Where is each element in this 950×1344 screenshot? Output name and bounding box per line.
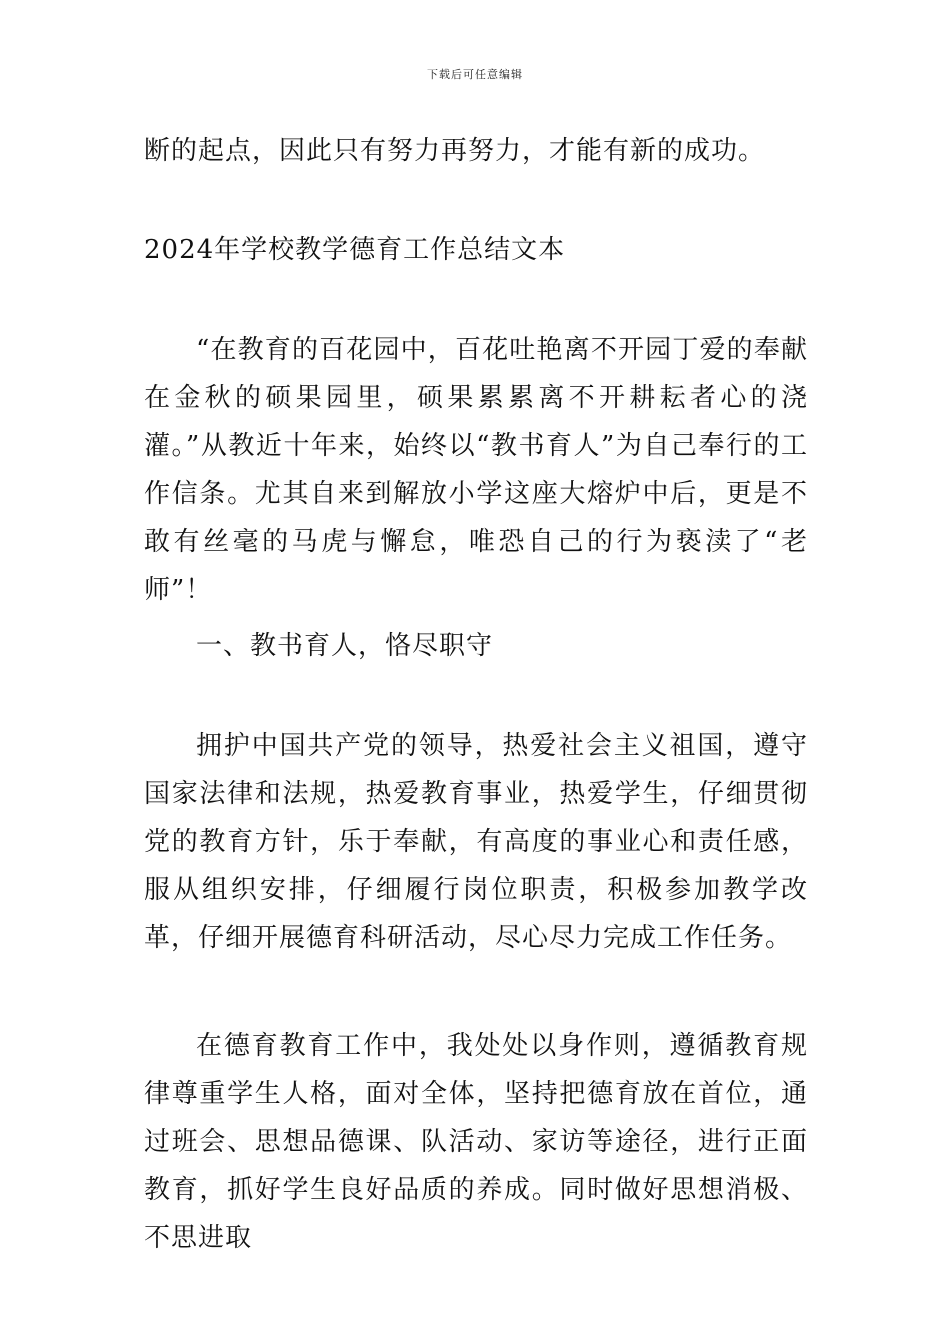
page-header-note: 下载后可任意编辑 [427, 68, 523, 81]
body-paragraph-1: 拥护中国共产党的领导，热爱社会主义祖国，遵守国家法律和法规，热爱教育事业，热爱学生，仔细贯彻党的教育方针，乐于奉献，有高度的事业心和责任感，服从组织安排，仔细履行岗位职责，积极参加教学改革，仔细开展德育科研活动，尽心尽力完成工作任务。 [144, 731, 808, 953]
quote-paragraph: “在教育的百花园中，百花吐艳离不开园丁爱的奉献在金秋的硕果园里，硕果累累离不开耕耘者心的浇灌。”从教近十年来，始终以“教书育人”为自己奉行的工作信条。尤其自来到解放小学这座大熔炉中后，更是不敢有丝毫的马虎与懈怠，唯恐自己的行为亵渎了“老师”！ [144, 335, 808, 605]
document-title: 2024年学校教学德育工作总结文本 [144, 235, 566, 265]
continuation-line: 断的起点，因此只有努力再努力，才能有新的成功。 [144, 136, 766, 166]
body-paragraph-2: 在德育教育工作中，我处处以身作则，遵循教育规律尊重学生人格，面对全体，坚持把德育放在首位，通过班会、思想品德课、队活动、家访等途径，进行正面教育，抓好学生良好品质的养成。同时做好思想消极、不思进取 [144, 1031, 808, 1253]
section-heading: 一、教书育人，恪尽职守 [196, 631, 494, 661]
